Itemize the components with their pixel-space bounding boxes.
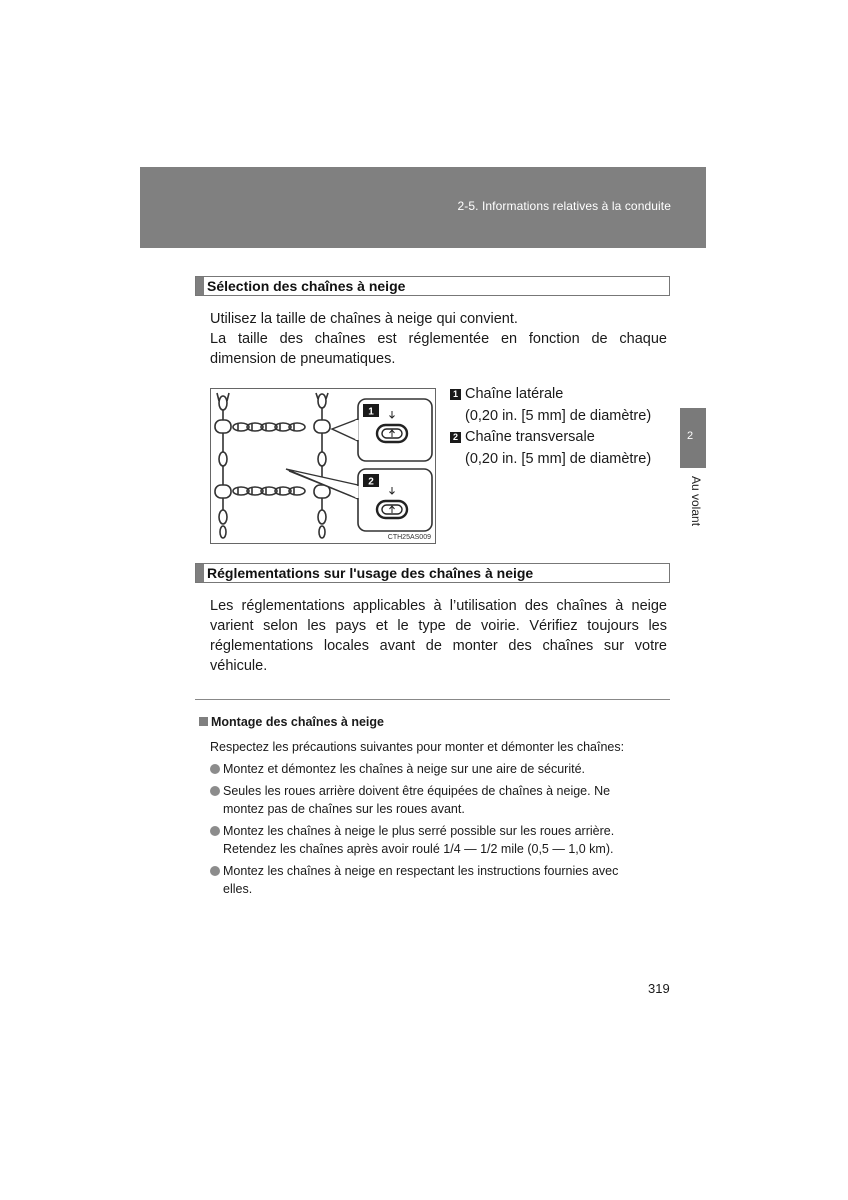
list-item [210,760,670,778]
paragraph-line: véhicule. [210,658,268,674]
bullet-line: elles. [223,882,253,896]
square-bullet-icon [199,717,208,726]
bullet-line: Seules les roues arrière doivent être équipées de chaînes à neige. Ne [223,784,611,798]
bullet-dot-icon [210,826,220,836]
regulations-paragraph [210,596,667,676]
section-breadcrumb: 2-5. Informations relatives à la conduite [457,199,671,213]
page-number: 319 [648,981,670,996]
selection-paragraph [210,309,667,369]
paragraph-line: Utilisez la taille de chaînes à neige qui convient. [210,311,518,327]
section-heading-regulations [195,563,670,583]
legend-spec: (0,20 in. [5 mm] de diamètre) [465,407,652,424]
montage-bullets [210,760,670,898]
bullet-line: Retendez les chaînes après avoir roulé 1/4 — 1/2 mile (0,5 — 1,0 km). [223,842,614,856]
divider [195,699,670,700]
legend-number: 1 [450,389,461,400]
legend-number: 2 [450,432,461,443]
legend-name: Chaîne latérale [465,386,564,402]
chapter-label: Au volant [689,476,703,527]
legend-spec: (0,20 in. [5 mm] de diamètre) [465,450,652,467]
legend-item [450,427,670,470]
section-heading-selection [195,276,670,296]
legend-item [450,384,670,427]
bullet-dot-icon [210,866,220,876]
montage-title: Montage des chaînes à neige [211,715,384,729]
legend-name: Chaîne transversale [465,429,595,445]
snow-chain-illustration [210,388,436,544]
section-title: Réglementations sur l'usage des chaînes à neige [207,565,534,581]
bullet-line: Montez et démontez les chaînes à neige sur une aire de sécurité. [223,762,586,776]
chain-diagram [211,389,435,543]
callout-number: 2 [368,476,374,488]
paragraph-line: réglementations locales avant de monter des chaînes sur votre [210,638,667,654]
bullet-dot-icon [210,764,220,774]
bullet-dot-icon [210,786,220,796]
chapter-number: 2 [686,430,694,442]
montage-heading [199,715,384,729]
list-item [210,782,670,818]
heading-bar [196,277,204,295]
bullet-line: montez pas de chaînes sur les roues avant. [223,802,465,816]
list-item [210,862,670,898]
paragraph-line: dimension de pneumatiques. [210,351,396,367]
paragraph-line: La taille des chaînes est réglementée en fonction de chaque [210,331,667,347]
bullet-line: Montez les chaînes à neige le plus serré possible sur les roues arrière. [223,824,615,838]
paragraph-line: Les réglementations applicables à l’utilisation des chaînes à neige [210,598,667,614]
figure-legend [450,384,670,470]
callout-number: 1 [368,406,374,418]
section-title: Sélection des chaînes à neige [207,278,406,294]
figure-code: CTH25AS009 [387,534,431,541]
chapter-tab[interactable] [680,408,706,468]
bullet-line: Montez les chaînes à neige en respectant les instructions fournies avec [223,864,619,878]
montage-intro: Respectez les précautions suivantes pour monter et démonter les chaînes: [210,740,625,754]
header-band [140,167,706,248]
heading-bar [196,564,204,582]
paragraph-line: varient selon les pays et le type de voirie. Vérifiez toujours les [210,618,667,634]
list-item [210,822,670,858]
